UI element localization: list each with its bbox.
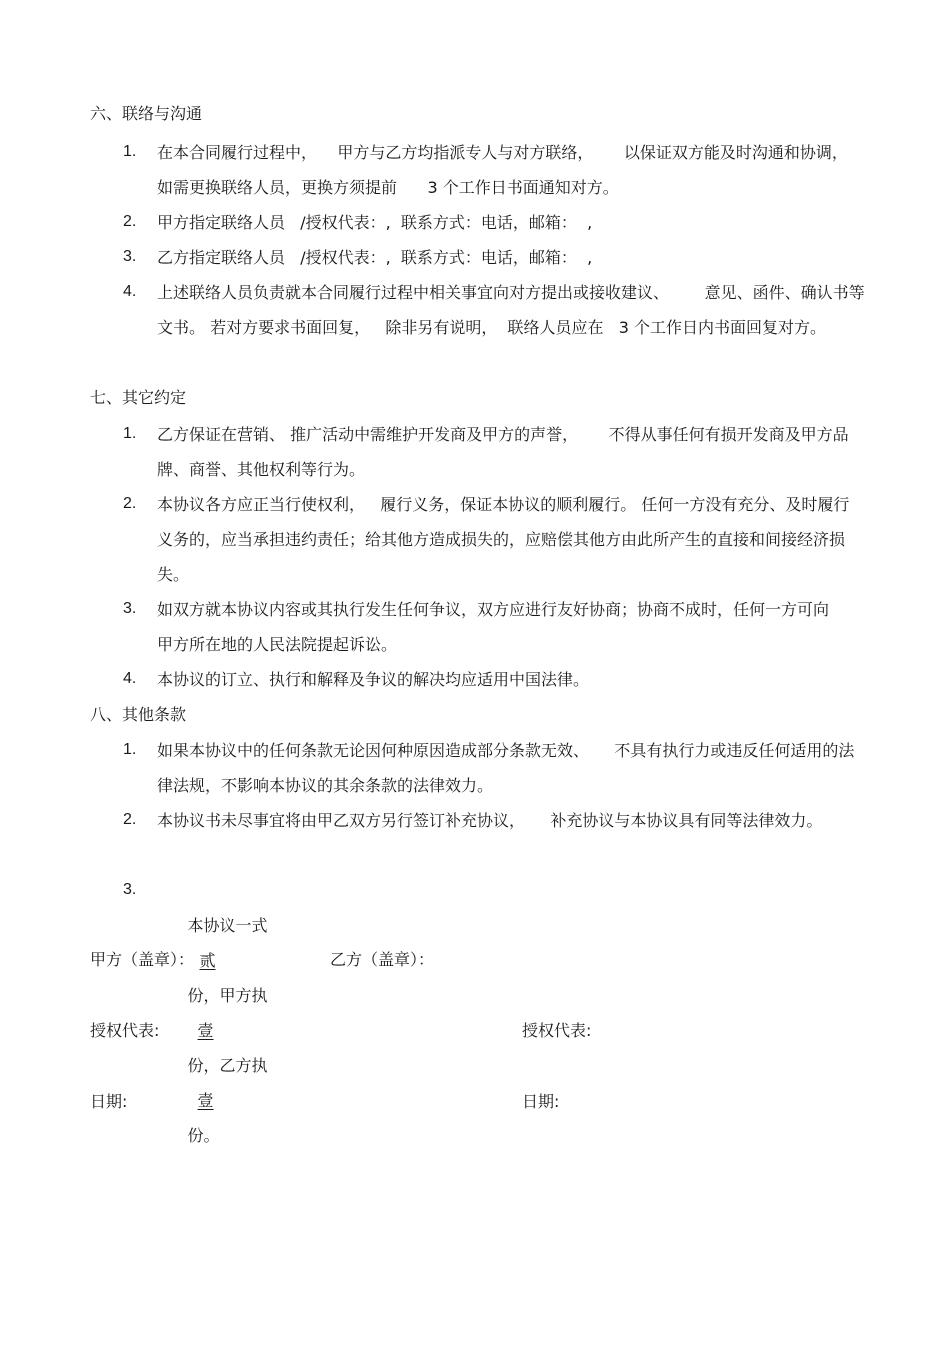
party-a-seal-label: 甲方（盖章）：	[90, 950, 195, 969]
party-b-seal-label: 乙方（盖章）：	[330, 950, 435, 969]
item-number: 2.	[123, 213, 137, 230]
item-text: 如果本协议中的任何条款无论因何种原因造成部分条款无效、 不具有执行力或违反任何适用的法律法规，不影响本协议的其余条款的法律效力。	[157, 741, 855, 795]
list-item	[90, 740, 860, 803]
item-number: 3.	[123, 881, 137, 898]
list-item	[90, 212, 880, 240]
item-number: 2.	[123, 811, 137, 828]
list-item	[90, 142, 860, 205]
list-item	[90, 282, 865, 345]
list-item	[90, 247, 880, 275]
list-item-copies	[90, 880, 880, 1188]
item-number: 4.	[123, 670, 137, 687]
copies-suffix: 份。	[187, 1126, 220, 1145]
item-text: 本协议书未尽事宜将由甲乙双方另行签订补充协议， 补充协议与本协议具有同等法律效力。	[157, 811, 823, 830]
list-item	[90, 810, 860, 838]
list-item	[90, 424, 860, 487]
date-left-label: 日期:	[90, 1092, 128, 1111]
item-text: 本协议的订立、执行和解释及争议的解决均应适用中国法律。	[157, 670, 590, 689]
item-number: 1.	[123, 425, 137, 442]
rep-left-label: 授权代表:	[90, 1021, 160, 1040]
item-text: 上述联络人员负责就本合同履行过程中相关事宜向对方提出或接收建议、 意见、函件、确认书等文书。 若对方要求书面回复， 除非另有说明， 联络人员应在 3 个工作日内书面回复对方。	[157, 283, 865, 337]
copies-party-b: 壹	[197, 1091, 214, 1110]
list-item	[90, 494, 850, 592]
copies-party-a: 壹	[197, 1021, 214, 1040]
section-heading: 六、联络与沟通	[90, 104, 203, 123]
item-text: 甲方指定联络人员 /授权代表：, 联系方式：电话，邮箱： ,	[157, 213, 593, 232]
item-number: 1.	[123, 143, 137, 160]
copies-prefix: 本协议一式	[187, 916, 268, 935]
section-heading: 八、其他条款	[90, 705, 187, 724]
item-text: 乙方保证在营销、 推广活动中需维护开发商及甲方的声誉， 不得从事任何有损开发商及甲方品牌、商誉、其他权利等行为。	[157, 425, 849, 479]
copies-mid1: 份，甲方执	[187, 986, 268, 1005]
item-number: 3.	[123, 600, 137, 617]
date-right-label: 日期:	[522, 1092, 560, 1111]
item-text: 在本合同履行过程中， 甲方与乙方均指派专人与对方联络， 以保证双方能及时沟通和协调，如需更换联络人员，更换方须提前 3 个工作日书面通知对方。	[157, 143, 848, 197]
item-number: 1.	[123, 741, 137, 758]
item-text: 如双方就本协议内容或其执行发生任何争议，双方应进行友好协商；协商不成时，任何一方可向甲方所在地的人民法院提起诉讼。	[157, 600, 830, 654]
copies-mid2: 份，乙方执	[187, 1056, 268, 1075]
item-text: 乙方指定联络人员 /授权代表：, 联系方式：电话，邮箱： ,	[157, 248, 593, 267]
list-item	[90, 599, 835, 662]
item-text: 本协议各方应正当行使权利， 履行义务，保证本协议的顺利履行。 任何一方没有充分、及时履行义务的，应当承担违约责任；给其他方造成损失的，应赔偿其他方由此所产生的直接和间接经济损失。	[157, 495, 850, 584]
rep-right-label: 授权代表:	[522, 1021, 592, 1040]
item-number: 3.	[123, 248, 137, 265]
section-heading: 七、其它约定	[90, 388, 187, 407]
item-number: 4.	[123, 283, 137, 300]
list-item	[90, 669, 880, 697]
copies-total: 贰	[199, 951, 216, 970]
item-number: 2.	[123, 495, 137, 512]
